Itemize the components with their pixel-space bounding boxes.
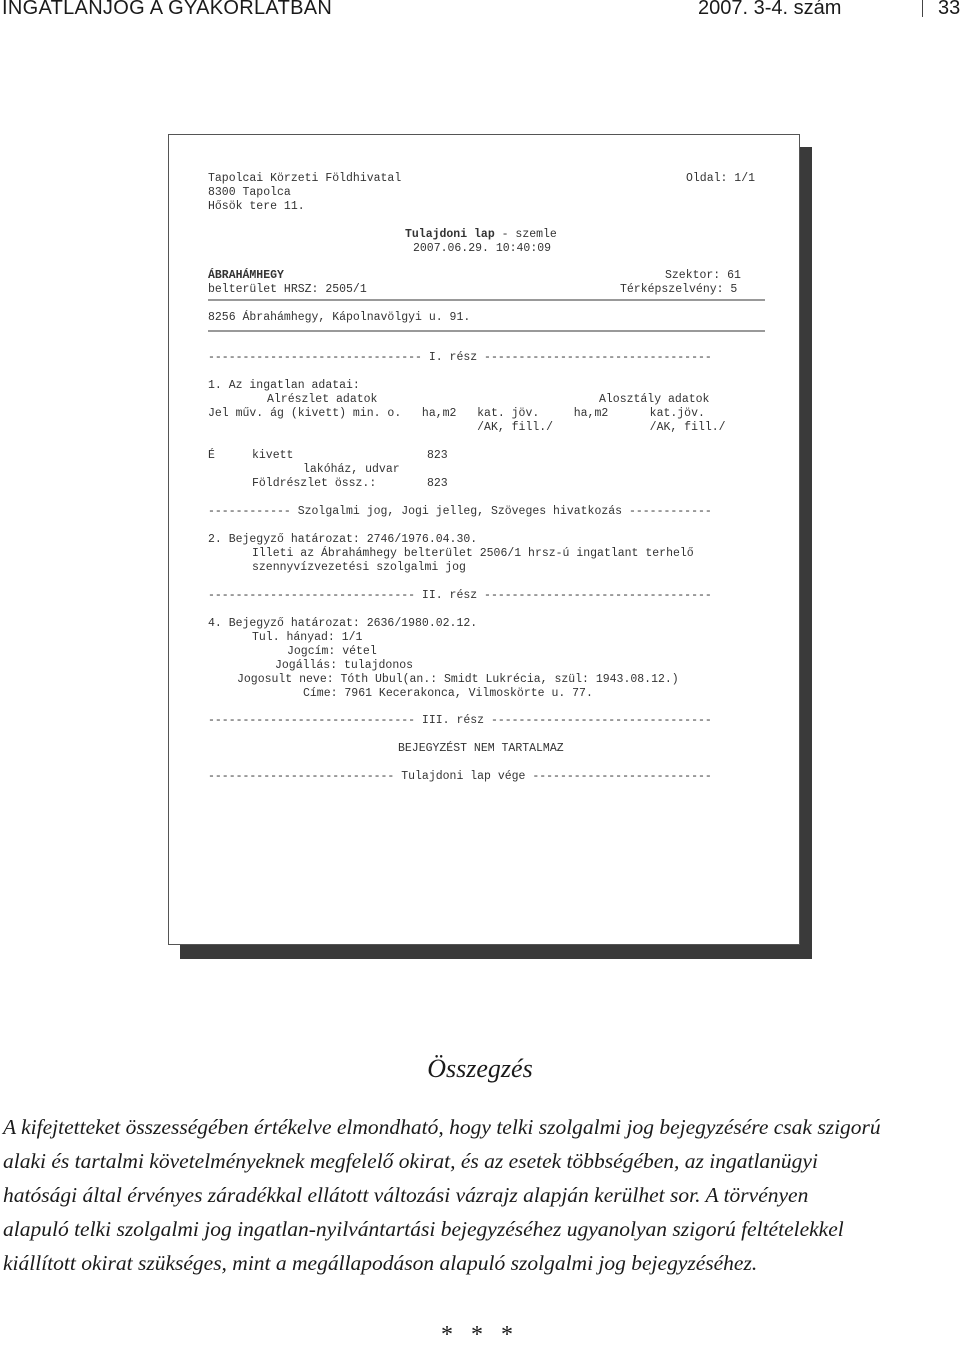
row-description: lakóház, udvar [303,463,400,476]
page-header [0,0,960,26]
land-registry-sheet [168,134,800,945]
entry-4-title: 4. Bejegyző határozat: 2636/1980.02.12. [208,617,478,630]
entry-2-text-1: Illeti az Ábrahámhegy belterület 2506/1 hrsz-ú ingatlant terhelő [252,547,694,560]
hrsz: belterület HRSZ: 2505/1 [208,283,367,296]
class-header: Alosztály adatok [599,393,710,406]
sheet-datetime: 2007.06.29. 10:40:09 [413,242,552,255]
legal-status: Jogállás: tulajdonos [275,659,414,672]
property-data-title: 1. Az ingatlan adatai: [208,379,360,392]
map-sheet: Térképszelvény: 5 [620,283,738,296]
summary-line-1: A kifejtetteket összességében értékelve elmondható, hogy telki szolgalmi jog bejegyzésére csak szigorú [3,1115,881,1139]
page-number: 33 [938,0,960,19]
office-name: Tapolcai Körzeti Földhivatal [208,172,402,185]
issue-label: 2007. 3-4. szám [698,0,842,19]
owner-address: Címe: 7961 Kecerakonca, Vilmoskörte u. 77. [303,687,593,700]
entry-2-title: 2. Bejegyző határozat: 2746/1976.04.30. [208,533,478,546]
part-1-heading: ------------------------------- I. rész --------------------------------- [208,351,712,364]
row-type: kivett [252,449,294,462]
summary-paragraph [3,1110,957,1280]
sheet-title-suffix: - szemle [494,228,557,241]
ownership-share: Tul. hányad: 1/1 [252,631,363,644]
part-2-heading: ------------------------------ II. rész --------------------------------- [208,589,712,602]
rule-1 [208,299,765,301]
row-mark: É [208,449,215,462]
property-address: 8256 Ábrahámhegy, Kápolnavölgyi u. 91. [208,311,471,324]
columns-row-2: /AK, fill./ /AK, fill./ [208,421,726,434]
row-area: 823 [427,449,448,462]
settlement: ÁBRAHÁMHEGY [208,269,284,282]
servitude-heading: ------------ Szolgalmi jog, Jogi jelleg, Szöveges hivatkozás ------------ [208,505,712,518]
summary-line-3: hatósági által érvényes záradékkal ellátott változási vázrajz alapján kerülhet sor. A törvényen [3,1183,809,1207]
summary-line-5: kiállított okirat szükséges, mint a megállapodáson alapuló szolgalmi jog bejegyzéséhez. [3,1251,758,1275]
entry-2-text-2: szennyvízvezetési szolgalmi jog [252,561,466,574]
parcel-total-label: Földrészlet össz.: [252,477,377,490]
summary-line-2: alaki és tartalmi követelményeknek megfelelő okirat, és az esetek többségében, az ingatlanügyi [3,1149,818,1173]
journal-title: INGATLANJOG A GYAKORLATBAN [2,0,333,19]
legal-title: Jogcím: vétel [287,645,377,658]
sector: Szektor: 61 [665,269,741,282]
sheet-title-line [405,228,557,241]
header-divider [922,0,923,17]
columns-row-1: Jel műv. ág (kivett) min. o. ha,m2 kat. jöv. ha,m2 kat.jöv. [208,407,705,420]
owner-name: Jogosult neve: Tóth Ubul(an.: Smidt Lukrécia, szül: 1943.08.12.) [237,673,679,686]
summary-line-4: alapuló telki szolgalmi jog ingatlan-nyilvántartási bejegyzéséhez ugyanolyan szigorú feltételekkel [3,1217,844,1241]
subparcel-header: Alrészlet adatok [267,393,378,406]
office-street: Hősök tere 11. [208,200,305,213]
sheet-title: Tulajdoni lap [405,228,495,241]
part-3-heading: ------------------------------ III. rész -------------------------------- [208,714,712,727]
parcel-total-value: 823 [427,477,448,490]
office-zip-city: 8300 Tapolca [208,186,291,199]
rule-2 [208,330,765,332]
section-end-stars: * * * [441,1322,519,1348]
no-entry-text: BEJEGYZÉST NEM TARTALMAZ [398,742,564,755]
page-label: Oldal: 1/1 [686,172,756,185]
summary-title: Összegzés [427,1054,533,1083]
sheet-footer-line: --------------------------- Tulajdoni lap vége -------------------------- [208,770,712,783]
